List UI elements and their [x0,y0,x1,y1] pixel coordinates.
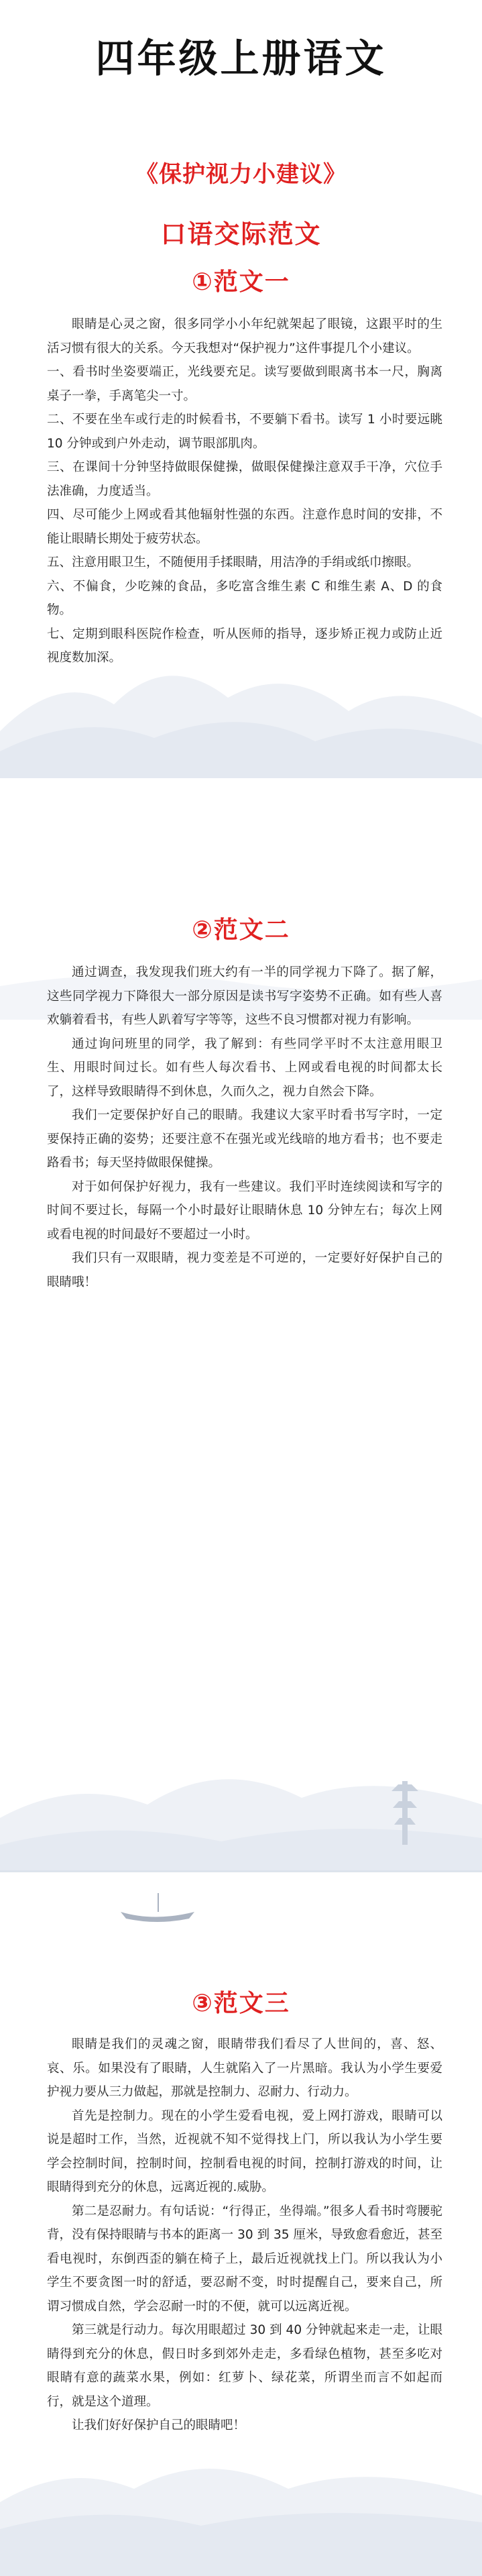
essay2-paragraph: 我们只有一双眼睛，视力变差是不可逆的，一定要好好保护自己的眼睛哦！ [47,1251,442,1289]
essay1-paragraph: 眼睛是心灵之窗，很多同学小小年纪就架起了眼镜，这跟平时的生活习惯有很大的关系。今天我想对“保护视力”这件事提几个小建议。 [47,317,442,356]
page-title: 四年级上册语文 [95,36,387,81]
essay2-paragraph: 通过询问班里的同学，我了解到：有些同学平时不太注意用眼卫生、用眼时间过长。如有些人每次看书、上网或看电视的时间都太长了，这样导致眼睛得不到休息，久而久之，视力自然会下降。 [47,1036,442,1099]
essay3-paragraph: 第三就是行动力。每次用眼超过 30 到 40 分钟就起来走一走，让眼睛得到充分的休息，假日时多到郊外走走，多看绿色植物，甚至多吃对眼睛有意的蔬菜水果，例如：红萝卜、绿花菜，所谓坐而言不如起而行，就是这个道理。 [47,2323,442,2409]
essay3-paragraph: 首先是控制力。现在的小学生爱看电视，爱上网打游戏，眼睛可以说是超时工作，当然，近视就不知不觉得找上门，所以我认为小学生要学会控制时间，控制时间，控制看电视的时间，控制打游戏的时间，让眼睛得到充分的休息，远离近视的.威胁。 [47,2108,442,2194]
essay3-paragraph: 眼睛是我们的灵魂之窗，眼睛带我们看尽了人世间的，喜、怒、哀、乐。如果没有了眼睛，人生就陷入了一片黑暗。我认为小学生要爱护视力要从三力做起，那就是控制力、忍耐力、行动力。 [47,2037,442,2099]
section-heading: 口语交际范文 [160,219,322,249]
essay1-body [47,313,442,670]
landscape-boat-decoration [0,1717,482,1945]
essay3-paragraph: 让我们好好保护自己的眼睛吧！ [72,2418,246,2432]
boat-icon [121,1893,194,1922]
essay1-paragraph: 七、定期到眼科医院作检查，听从医师的指导，逐步矫正视力或防止近视度数加深。 [47,627,442,665]
article-subtitle: 《保护视力小建议》 [135,161,347,188]
essay2-heading: ②范文二 [192,916,290,944]
essay1-paragraph: 二、不要在坐车或行走的时候看书，不要躺下看书。读写 1 小时要远眺 10 分钟或到户外走动，调节眼部肌肉。 [47,413,442,451]
essay3-paragraph: 第二是忍耐力。有句话说：“行得正，坐得端。”很多人看书时弯腰驼背，没有保持眼睛与书本的距离一 30 到 35 厘米，导致愈看愈近，甚至看电视时，东倒西歪的躺在椅子上，最后近视就找上门。所以我认为小学生不要贪图一时的舒适，要忍耐不变，时时提醒自己，要来自己，所谓习惯成自然，学会忍耐一时的不便，就可以远离近视。 [47,2204,442,2314]
essay2-body [47,961,442,1294]
essay1-heading: ①范文一 [192,268,290,296]
essay1-paragraph: 一、看书时坐姿要端正，光线要充足。读写要做到眼离书本一尺，胸离桌子一拳，手离笔尖一寸。 [47,365,442,403]
essay2-paragraph: 我们一定要保护好自己的眼睛。我建议大家平时看书写字时，一定要保持正确的姿势；还要注意不在强光或光线暗的地方看书；也不要走路看书；每天坚持做眼保健操。 [47,1108,442,1170]
essay1-paragraph: 四、尽可能少上网或看其他辐射性强的东西。注意作息时间的安排，不能让眼睛长期处于疲劳状态。 [47,508,442,546]
essay1-paragraph: 三、在课间十分钟坚持做眼保健操，做眼保健操注意双手干净，穴位手法准确，力度适当。 [47,460,442,498]
essay2-paragraph: 通过调查，我发现我们班大约有一半的同学视力下降了。据了解，这些同学视力下降很大一部分原因是读书写字姿势不正确。如有些人喜欢躺着看书，有些人趴着写字等等，这些不良习惯都对视力有影响。 [47,965,442,1027]
essay3-body [47,2033,442,2438]
essay1-paragraph: 六、不偏食，少吃辣的食品，多吃富含维生素 C 和维生素 A、D 的食物。 [47,579,442,617]
essay3-heading: ③范文三 [192,1990,290,2017]
essay2-paragraph: 对于如何保护好视力，我有一些建议。我们平时连续阅读和写字的时间不要过长，每隔一个小时最好让眼睛休息 10 分钟左右；每次上网或看电视的时间最好不要超过一小时。 [47,1179,442,1242]
essay1-paragraph: 五、注意用眼卫生，不随便用手揉眼睛，用洁净的手绢或纸巾擦眼。 [47,555,420,570]
